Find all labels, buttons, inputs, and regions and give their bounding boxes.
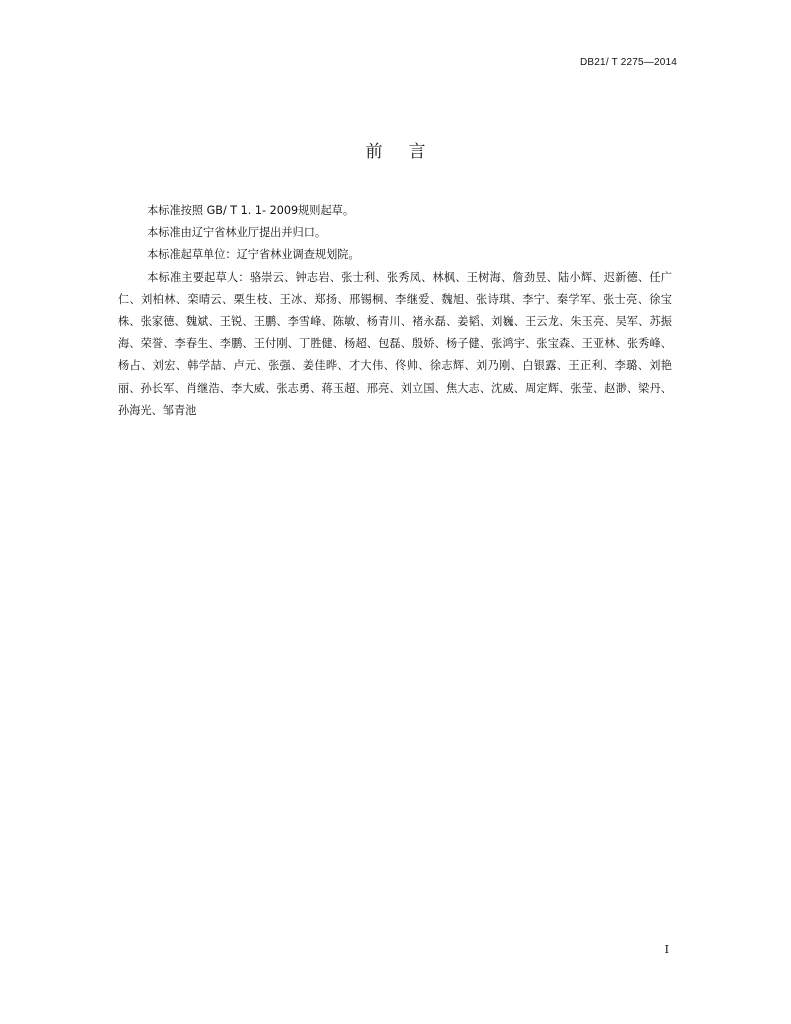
paragraph-drafting-unit: 本标准起草单位：辽宁省林业调查规划院。: [147, 248, 360, 262]
page-number: I: [664, 943, 669, 956]
paragraph-proposer: 本标准由辽宁省林业厅提出并归口。: [147, 226, 327, 240]
paragraph-drafting-rules: 本标准按照 GB/ T 1. 1- 2009规则起草。: [147, 204, 355, 217]
paragraph-drafters: 本标准主要起草人：骆崇云、钟志岩、张士利、张秀凤、林枫、王树海、詹劲昱、陆小辉、迟新德、任广仁、刘柏林、栾晴云、栗生枝、王冰、郑扬、邢锡桐、李继爱、魏旭、张诗琪、李宁、秦学军、张士亮、徐宝株、张家德、魏斌、王锐、王鹏、李雪峰、陈敏、杨青川、褚永磊、姜韬、刘巍、王云龙、朱玉亮、吴军、苏振海、荣誉、李春生、李鹏、王付刚、丁胜健、杨超、包磊、殷娇、杨子健、张鸿宇、张宝森、王亚林、张秀峰、杨占、刘宏、韩学喆、卢元、张强、姜佳晔、才大伟、佟帅、徐志辉、刘乃刚、白银露、王正利、李璐、刘艳丽、孙长军、肖继浩、李大威、张志勇、蒋玉超、邢亮、刘立国、焦大志、沈威、周定辉、张莹、赵渺、梁丹、孙海光、邹青池: [118, 270, 672, 417]
foreword-body: [118, 200, 672, 422]
foreword-title: 前言: [365, 142, 452, 162]
standard-code: DB21/ T 2275—2014: [580, 57, 677, 68]
